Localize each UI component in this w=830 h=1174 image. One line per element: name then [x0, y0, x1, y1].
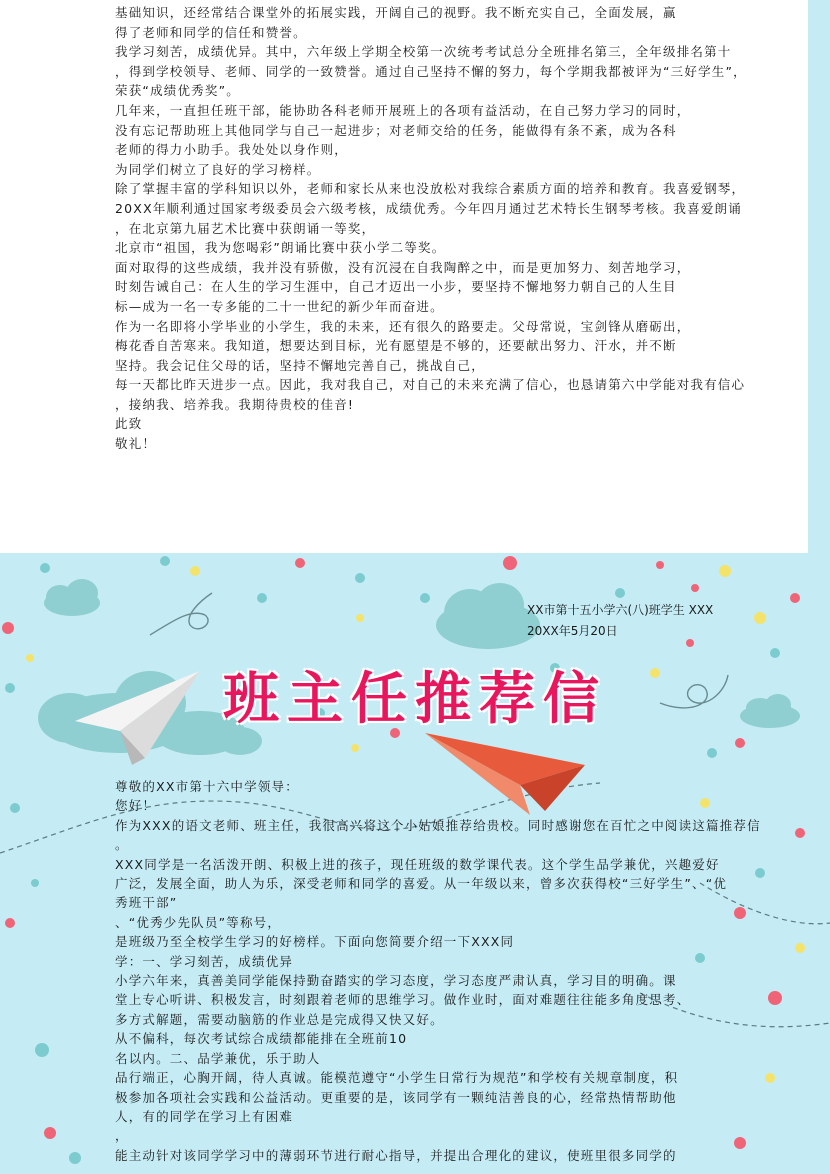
letter-line: 时刻告诫自己：在人生的学习生涯中，自己才迈出一小步，要坚持不懈地努力朝自己的人生目 [115, 279, 677, 295]
cloud-icon [740, 694, 800, 728]
letter-line: 能主动针对该同学学习中的薄弱环节进行耐心指导，并提出合理化的建议，使班里很多同学的 [115, 1147, 677, 1163]
student-signature [527, 600, 713, 642]
letter-line: 老师的得力小助手。我处处以身作则， [115, 142, 348, 158]
teacher-letter-body [115, 777, 775, 1165]
letter-line: 每一天都比昨天进步一点。因此，我对我自己，对自己的未来充满了信心，也恳请第六中学能对我有信心 [115, 377, 746, 393]
page-title: 班主任推荐信 [223, 667, 607, 732]
letter-line: 得了老师和同学的信任和赞誉。 [115, 24, 307, 40]
letter-line: 秀班干部” [115, 895, 178, 911]
letter-line: 作为XXX的语文老师、班主任，我很高兴将这个小姑娘推荐给贵校。同时感谢您在百忙之中阅读这篇推荐信 [115, 817, 761, 833]
letter-line: 梅花香自苦寒来。我知道，想要达到目标，光有愿望是不够的，还要献出努力、汗水，并不断 [115, 338, 677, 354]
letter-line: ，得到学校领导、老师、同学的一致赞誉。通过自己坚持不懈的努力，每个学期我都被评为“三好学生”， [115, 63, 747, 79]
letter-line: ，在北京第九届艺术比赛中获朗诵一等奖， [115, 220, 376, 236]
letter-line: 面对取得的这些成绩，我并没有骄傲，没有沉浸在自我陶醉之中，而是更加努力、刻苦地学习， [115, 259, 691, 275]
swirl-icon [660, 675, 728, 708]
letter-line: 基础知识，还经常结合课堂外的拓展实践，开阔自己的视野。我不断充实自己，全面发展，赢 [115, 5, 677, 20]
letter-line: 20XX年顺利通过国家考级委员会六级考核，成绩优秀。今年四月通过艺术特长生钢琴考核。我喜爱朗诵 [115, 200, 742, 216]
letter-line: 标—成为一名一专多能的二十一世纪的新少年而奋进。 [115, 298, 444, 314]
letter-line: 尊敬的XX市第十六中学领导： [115, 779, 299, 794]
letter-line: 堂上专心听讲、积极发言，时刻跟着老师的思维学习。做作业时，面对难题往往能多角度思考、 [115, 992, 691, 1008]
letter-line: ， [115, 1128, 129, 1144]
letter-line: 几年来，一直担任班干部，能协助各科老师开展班上的各项有益活动，在自己努力学习的同时， [115, 102, 691, 118]
cloud-icon [436, 583, 540, 649]
letter-line: 名以内。二、品学兼优，乐于助人 [115, 1050, 321, 1066]
letter-line: XXX同学是一名活泼开朗、积极上进的孩子，现任班级的数学课代表。这个学生品学兼优，兴趣爱好 [115, 856, 720, 872]
letter-line: 我学习刻苦，成绩优异。其中，六年级上学期全校第一次统考考试总分全班排名第三，全年级排名第十 [115, 44, 732, 60]
letter-line: 学：一、学习刻苦，成绩优异 [115, 953, 294, 969]
letter-line: 您好！ [115, 798, 157, 814]
letter-line: 多方式解题，需要动脑筋的作业总是完成得又快又好。 [115, 1011, 444, 1027]
letter-line: 除了掌握丰富的学科知识以外，老师和家长从来也没放松对我综合素质方面的培养和教育。我喜爱钢琴， [115, 181, 746, 197]
student-letter-body [115, 3, 775, 454]
letter-line: 人，有的同学在学习上有困难 [115, 1108, 294, 1124]
letter-line: 广泛，发展全面，助人为乐，深受老师和同学的喜爱。从一年级以来，曾多次获得校“三好学生”、“优 [115, 876, 728, 892]
letter-line: 小学六年来，真善美同学能保持勤奋踏实的学习态度，学习态度严肃认真，学习目的明确。课 [115, 973, 677, 989]
letter-line: 作为一名即将小学毕业的小学生，我的未来，还有很久的路要走。父母常说，宝剑锋从磨砺出， [115, 318, 691, 334]
letter-line: 、“优秀少先队员”等称号， [115, 914, 282, 930]
letter-line: 品行端正，心胸开阔，待人真诚。能模范遵守“小学生日常行为规范”和学校有关规章制度，积 [115, 1070, 679, 1086]
letter-line: 坚持。我会记住父母的话，坚持不懈地完善自己，挑战自己， [115, 357, 485, 373]
signature-date: 20XX年5月20日 [527, 624, 618, 638]
letter-line: 。 [115, 837, 129, 853]
letter-line: 北京市“祖国，我为您喝彩”朗诵比赛中获小学二等奖。 [115, 240, 446, 256]
letter-line: 没有忘记帮助班上其他同学与自己一起进步；对老师交给的任务，能做得有条不紊，成为各科 [115, 122, 677, 138]
letter-closing: 此致 [115, 416, 143, 432]
signature-name: XX市第十五小学六(八)班学生 XXX [527, 603, 714, 617]
letter-line: 极参加各项社会实践和公益活动。更重要的是，该同学有一颗纯洁善良的心，经常热情帮助他 [115, 1089, 677, 1105]
letter-line: 是班级乃至全校学生学习的好榜样。下面向您简要介绍一下XXX同 [115, 934, 515, 950]
letter-closing: 敬礼！ [115, 436, 157, 452]
cloud-icon [44, 579, 100, 616]
letter-line: 为同学们树立了良好的学习榜样。 [115, 161, 321, 177]
letter-line: 从不偏科，每次考试综合成绩都能排在全班前10 [115, 1031, 408, 1047]
letter-line: ，接纳我、培养我。我期待贵校的佳音! [115, 396, 355, 412]
swirl-icon [150, 593, 212, 635]
letter-line: 荣获“成绩优秀奖”。 [115, 83, 240, 99]
